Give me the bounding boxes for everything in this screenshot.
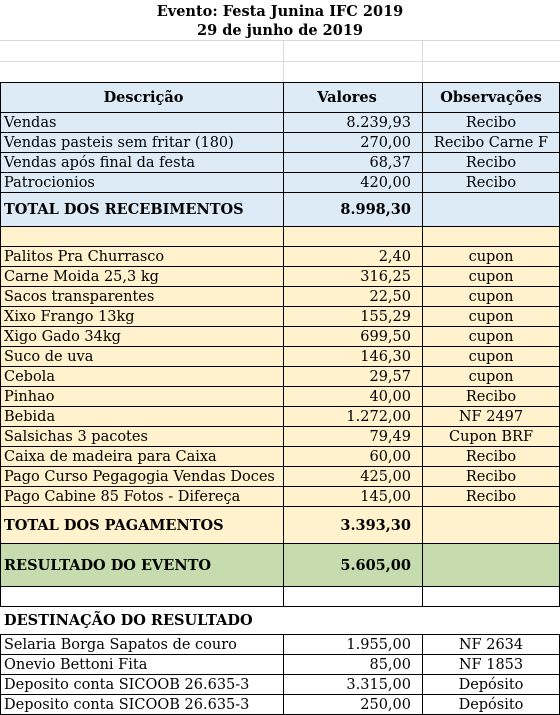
table-row bbox=[0, 407, 560, 427]
table-row bbox=[0, 387, 560, 407]
gridline bbox=[0, 61, 560, 62]
value-cell: 85,00 bbox=[369, 656, 411, 673]
value-cell: 1.272,00 bbox=[346, 408, 411, 425]
value-cell: 250,00 bbox=[360, 696, 411, 713]
observation-cell: cupon bbox=[468, 308, 514, 325]
column-header-descricao: Descrição bbox=[103, 89, 184, 106]
description-cell: Vendas bbox=[4, 114, 57, 131]
observation-cell: Recibo Carne F bbox=[433, 134, 549, 151]
observation-cell: Recibo bbox=[465, 388, 517, 405]
value-cell: 29,57 bbox=[369, 368, 411, 385]
observation-cell: NF 2634 bbox=[458, 636, 524, 653]
total-label: TOTAL DOS RECEBIMENTOS bbox=[4, 201, 244, 218]
description-cell: Pago Cabine 85 Fotos - Difereça bbox=[4, 488, 241, 505]
observation-cell bbox=[422, 507, 560, 543]
value-cell: 79,49 bbox=[369, 428, 411, 445]
value-cell: 68,37 bbox=[369, 154, 411, 171]
table-row bbox=[0, 327, 560, 347]
value-cell: 316,25 bbox=[360, 268, 411, 285]
description-cell: Patrocionios bbox=[4, 174, 95, 191]
observation-cell: Cupon BRF bbox=[448, 428, 534, 445]
gridline bbox=[422, 40, 423, 82]
total-value: 8.998,30 bbox=[340, 201, 411, 218]
observation-cell: Recibo bbox=[465, 448, 517, 465]
value-cell: 8.239,93 bbox=[346, 114, 411, 131]
section-title-row bbox=[0, 607, 560, 635]
total-value: 5.605,00 bbox=[340, 556, 411, 574]
description-cell: Palitos Pra Churrasco bbox=[4, 248, 165, 265]
table-row bbox=[0, 635, 560, 655]
description-cell: Selaria Borga Sapatos de couro bbox=[4, 636, 237, 653]
table-row bbox=[0, 247, 560, 267]
table-row bbox=[0, 655, 560, 675]
value-cell: 60,00 bbox=[369, 448, 411, 465]
table-row bbox=[0, 133, 560, 153]
value-cell: 40,00 bbox=[369, 388, 411, 405]
table-border bbox=[422, 82, 423, 607]
value-cell: 270,00 bbox=[360, 134, 411, 151]
total-label: RESULTADO DO EVENTO bbox=[4, 556, 212, 574]
observation-cell: cupon bbox=[468, 248, 514, 265]
description-cell: Xixo Frango 13kg bbox=[4, 308, 135, 325]
total-label: TOTAL DOS PAGAMENTOS bbox=[4, 516, 224, 534]
observation-cell: Recibo bbox=[465, 174, 517, 191]
table-row bbox=[0, 307, 560, 327]
table-row bbox=[0, 267, 560, 287]
column-header-observacoes: Observações bbox=[440, 89, 542, 106]
destination-title: DESTINAÇÃO DO RESULTADO bbox=[4, 612, 253, 629]
observation-cell: Recibo bbox=[465, 154, 517, 171]
table-border bbox=[0, 82, 1, 607]
description-cell: Vendas pasteis sem fritar (180) bbox=[4, 134, 234, 151]
value-cell: 2,40 bbox=[378, 248, 411, 265]
observation-cell: NF 2497 bbox=[458, 408, 524, 425]
value-cell: 145,00 bbox=[360, 488, 411, 505]
observation-cell bbox=[422, 544, 560, 586]
observation-cell: Recibo bbox=[465, 468, 517, 485]
gridline bbox=[283, 40, 284, 82]
blank-row bbox=[0, 227, 560, 247]
value-cell: 425,00 bbox=[360, 468, 411, 485]
table-row bbox=[0, 287, 560, 307]
observation-cell: cupon bbox=[468, 328, 514, 345]
total-row bbox=[0, 193, 560, 227]
description-cell: Suco de uva bbox=[4, 348, 94, 365]
table-row bbox=[0, 467, 560, 487]
observation-cell: NF 1853 bbox=[458, 656, 524, 673]
table-border bbox=[283, 82, 284, 607]
description-cell: Caixa de madeira para Caixa bbox=[4, 448, 217, 465]
value-cell: 22,50 bbox=[369, 288, 411, 305]
table-header-row bbox=[0, 82, 560, 113]
observation-cell: Recibo bbox=[465, 114, 517, 131]
observation-cell: Recibo bbox=[465, 488, 517, 505]
observation-cell bbox=[422, 193, 560, 226]
description-cell: Sacos transparentes bbox=[4, 288, 155, 305]
table-border bbox=[283, 635, 284, 715]
column-header-valores: Valores bbox=[317, 89, 377, 106]
description-cell: Carne Moida 25,3 kg bbox=[4, 268, 159, 285]
table-row bbox=[0, 675, 560, 695]
description-cell: Bebida bbox=[4, 408, 56, 425]
value-cell: 155,29 bbox=[360, 308, 411, 325]
observation-cell: cupon bbox=[468, 368, 514, 385]
value-cell: 3.315,00 bbox=[346, 676, 411, 693]
description-cell: Pinhao bbox=[4, 388, 55, 405]
value-cell: 699,50 bbox=[360, 328, 411, 345]
table-border bbox=[0, 634, 560, 635]
table-border bbox=[422, 635, 423, 715]
description-cell: Deposito conta SICOOB 26.635-3 bbox=[4, 676, 250, 693]
total-row bbox=[0, 507, 560, 544]
observation-cell: cupon bbox=[468, 268, 514, 285]
description-cell: Xigo Gado 34kg bbox=[4, 328, 121, 345]
blank-row bbox=[0, 587, 560, 607]
table-row bbox=[0, 153, 560, 173]
event-title: Evento: Festa Junina IFC 2019 bbox=[156, 3, 404, 20]
table-border bbox=[0, 635, 1, 715]
observation-cell: Depósito bbox=[458, 676, 524, 693]
value-cell: 1.955,00 bbox=[346, 636, 411, 653]
table-row bbox=[0, 695, 560, 715]
description-cell: Cebola bbox=[4, 368, 55, 385]
observation-cell: Depósito bbox=[458, 696, 524, 713]
total-value: 3.393,30 bbox=[340, 516, 411, 534]
description-cell: Deposito conta SICOOB 26.635-3 bbox=[4, 696, 250, 713]
observation-cell: cupon bbox=[468, 348, 514, 365]
description-cell: Onevio Bettoni Fita bbox=[4, 656, 148, 673]
description-cell: Salsichas 3 pacotes bbox=[4, 428, 148, 445]
value-cell: 420,00 bbox=[360, 174, 411, 191]
total-row bbox=[0, 544, 560, 587]
gridline bbox=[0, 40, 560, 41]
table-row bbox=[0, 113, 560, 133]
description-cell: Pago Curso Pegagogia Vendas Doces bbox=[4, 468, 275, 485]
table-row bbox=[0, 347, 560, 367]
description-cell: Vendas após final da festa bbox=[4, 154, 196, 171]
table-row bbox=[0, 447, 560, 467]
table-row bbox=[0, 487, 560, 507]
observation-cell: cupon bbox=[468, 288, 514, 305]
value-cell: 146,30 bbox=[360, 348, 411, 365]
table-row bbox=[0, 173, 560, 193]
table-row bbox=[0, 367, 560, 387]
table-row bbox=[0, 427, 560, 447]
event-date: 29 de junho de 2019 bbox=[197, 22, 363, 39]
